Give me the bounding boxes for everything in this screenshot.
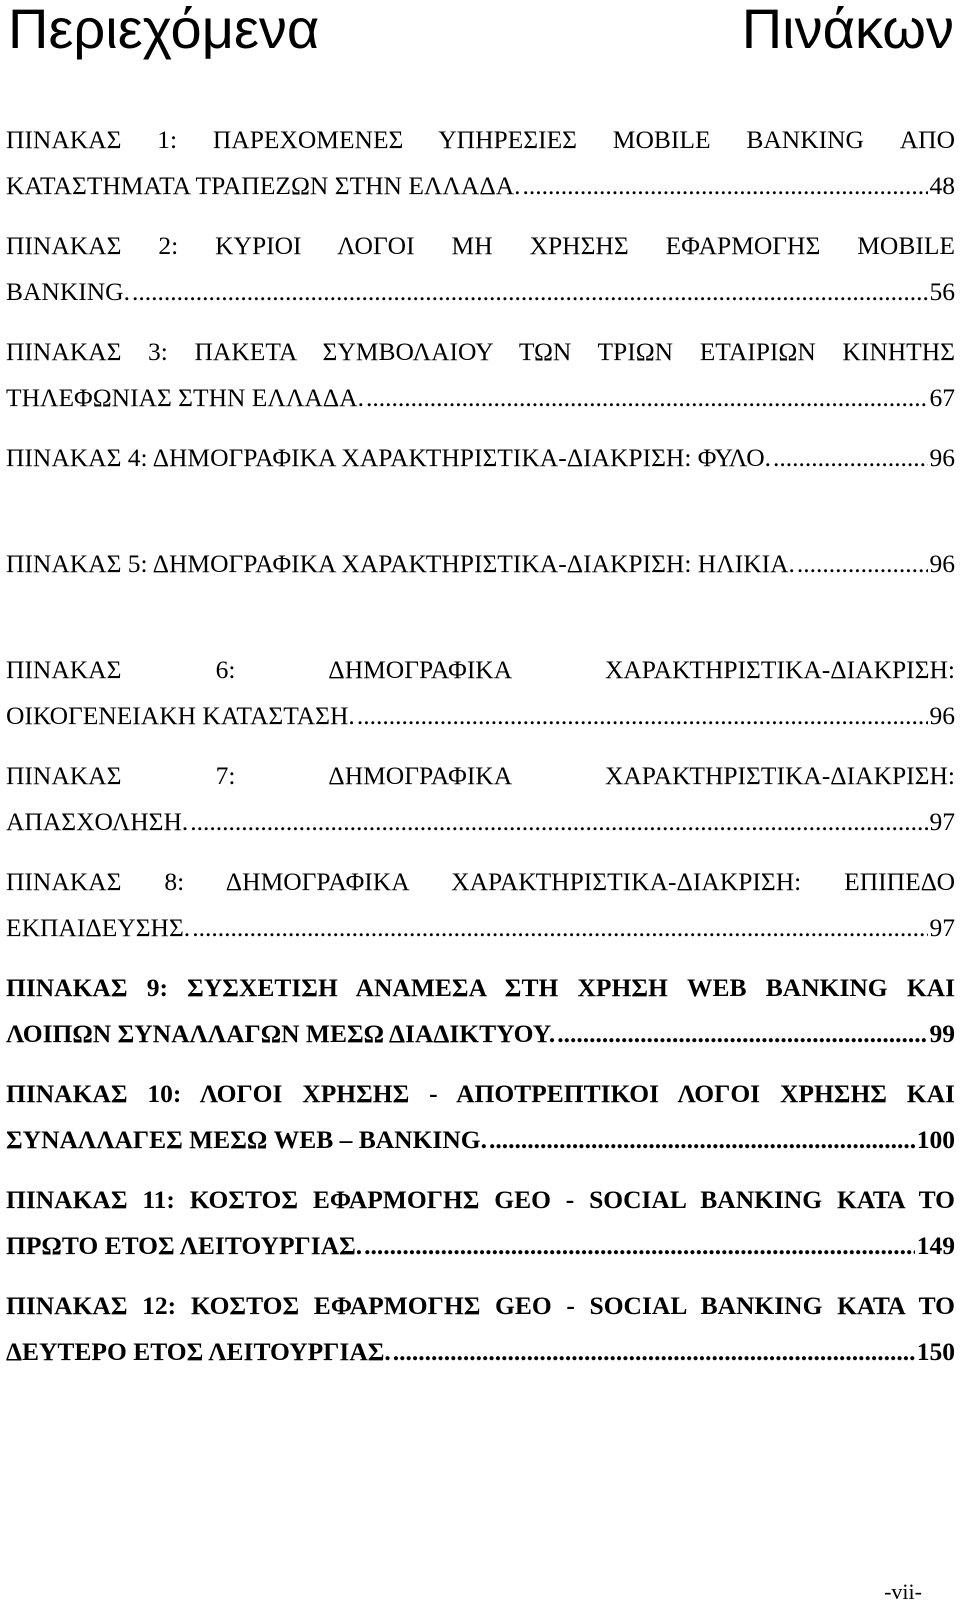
toc-entry-leader-line (6, 163, 955, 209)
toc-entry-leader-line (6, 435, 955, 481)
toc-entry[interactable] (6, 435, 955, 481)
toc-entry[interactable] (6, 1283, 955, 1375)
toc-entry-leader-line (6, 1223, 955, 1269)
page-title-right: Πινάκων (741, 0, 954, 60)
toc-entry-title-end: ΠΙΝΑΚΑΣ 4: ΔΗΜΟΓΡΑΦΙΚΑ ΧΑΡΑΚΤΗΡΙΣΤΙΚΑ-ΔΙΑΚΡΙΣΗ: ΦΥΛΟ. (6, 443, 771, 472)
dot-leader (192, 905, 927, 951)
toc-entry-leader-line (6, 541, 955, 587)
toc-entry-title-end: ΠΡΩΤΟ ΕΤΟΣ ΛΕΙΤΟΥΡΓΙΑΣ. (6, 1231, 363, 1260)
toc-entry-title-line: ΠΙΝΑΚΑΣ 3: ΠΑΚΕΤΑ ΣΥΜΒΟΛΑΙΟΥ ΤΩΝ ΤΡΙΩΝ ΕΤΑΙΡΙΩΝ ΚΙΝΗΤΗΣ (6, 337, 955, 366)
toc-entry-title-line: ΠΙΝΑΚΑΣ 1: ΠΑΡΕΧΟΜΕΝΕΣ ΥΠΗΡΕΣΙΕΣ MOBILE BANKING ΑΠΟ (6, 125, 955, 154)
toc-entry-title-end: ΤΗΛΕΦΩΝΙΑΣ ΣΤΗΝ ΕΛΛΑΔΑ. (6, 383, 364, 412)
toc-entry[interactable] (6, 541, 955, 587)
toc-entry-page-number: 97 (929, 913, 955, 942)
toc-entry-title-end: ΣΥΝΑΛΛΑΓΕΣ ΜΕΣΩ WEB – BANKING. (6, 1125, 487, 1154)
toc-entry-leader-line (6, 269, 955, 315)
toc-entry[interactable] (6, 965, 955, 1057)
toc-entry-title-line: ΠΙΝΑΚΑΣ 8: ΔΗΜΟΓΡΑΦΙΚΑ ΧΑΡΑΚΤΗΡΙΣΤΙΚΑ-ΔΙΑΚΡΙΣΗ: ΕΠΙΠΕΔΟ (6, 867, 955, 896)
toc-entry[interactable] (6, 647, 955, 739)
toc-entry-title-line: ΠΙΝΑΚΑΣ 7: ΔΗΜΟΓΡΑΦΙΚΑ ΧΑΡΑΚΤΗΡΙΣΤΙΚΑ-ΔΙΑΚΡΙΣΗ: (6, 761, 955, 790)
toc-entry[interactable] (6, 1177, 955, 1269)
toc-entry-page-number: 96 (929, 549, 955, 578)
toc-entry-page-number: 149 (916, 1231, 955, 1260)
dot-leader (190, 799, 927, 845)
toc-entry[interactable] (6, 117, 955, 209)
table-of-tables-list (6, 117, 955, 1389)
dot-leader (523, 163, 928, 209)
toc-entry-leader-line (6, 693, 955, 739)
toc-entry-title-line: ΠΙΝΑΚΑΣ 6: ΔΗΜΟΓΡΑΦΙΚΑ ΧΑΡΑΚΤΗΡΙΣΤΙΚΑ-ΔΙΑΚΡΙΣΗ: (6, 655, 955, 684)
toc-entry-title-line: ΠΙΝΑΚΑΣ 2: ΚΥΡΙΟΙ ΛΟΓΟΙ ΜΗ ΧΡΗΣΗΣ ΕΦΑΡΜΟΓΗΣ MOBILE (6, 231, 955, 260)
toc-entry[interactable] (6, 859, 955, 951)
toc-entry-page-number: 96 (929, 701, 955, 730)
toc-entry-page-number: 48 (929, 171, 955, 200)
toc-entry-page-number: 150 (916, 1337, 955, 1366)
dot-leader (557, 1011, 927, 1057)
dot-leader (797, 541, 928, 587)
toc-entry-page-number: 67 (929, 383, 955, 412)
toc-entry[interactable] (6, 223, 955, 315)
toc-entry-title-line: ΠΙΝΑΚΑΣ 10: ΛΟΓΟΙ ΧΡΗΣΗΣ - ΑΠΟΤΡΕΠΤΙΚΟΙ ΛΟΓΟΙ ΧΡΗΣΗΣ ΚΑΙ (6, 1079, 955, 1108)
toc-entry-title-end: ΔΕΥΤΕΡΟ ΕΤΟΣ ΛΕΙΤΟΥΡΓΙΑΣ. (6, 1337, 391, 1366)
toc-entry-title-line: ΠΙΝΑΚΑΣ 9: ΣΥΣΧΕΤΙΣΗ ΑΝΑΜΕΣΑ ΣΤΗ ΧΡΗΣΗ WEB BANKING ΚΑΙ (6, 973, 955, 1002)
toc-entry-title-end: ΠΙΝΑΚΑΣ 5: ΔΗΜΟΓΡΑΦΙΚΑ ΧΑΡΑΚΤΗΡΙΣΤΙΚΑ-ΔΙΑΚΡΙΣΗ: ΗΛΙΚΙΑ. (6, 549, 795, 578)
toc-entry-title-end: ΕΚΠΑΙΔΕΥΣΗΣ. (6, 913, 191, 942)
toc-entry[interactable] (6, 329, 955, 421)
toc-entry-title-line: ΠΙΝΑΚΑΣ 11: ΚΟΣΤΟΣ ΕΦΑΡΜΟΓΗΣ GEO - SOCIAL BANKING ΚΑΤΑ ΤΟ (6, 1185, 955, 1214)
toc-entry-leader-line (6, 799, 955, 845)
dot-leader (132, 269, 928, 315)
dot-leader (364, 1223, 915, 1269)
toc-entry-leader-line (6, 1117, 955, 1163)
toc-entry-title-end: BANKING. (6, 277, 130, 306)
dot-leader (773, 435, 928, 481)
dot-leader (489, 1117, 915, 1163)
toc-entry[interactable] (6, 753, 955, 845)
toc-entry-page-number: 96 (929, 443, 955, 472)
toc-entry-leader-line (6, 1011, 955, 1057)
toc-entry-page-number: 97 (929, 807, 955, 836)
toc-entry-page-number: 100 (916, 1125, 955, 1154)
toc-entry-leader-line (6, 905, 955, 951)
page-number: -vii- (884, 1579, 922, 1604)
toc-entry-title-end: ΟΙΚΟΓΕΝΕΙΑΚΗ ΚΑΤΑΣΤΑΣΗ. (6, 701, 355, 730)
toc-entry-title-end: ΚΑΤΑΣΤΗΜΑΤΑ ΤΡΑΠΕΖΩΝ ΣΤΗΝ ΕΛΛΑΔΑ. (6, 171, 521, 200)
toc-entry-title-end: ΑΠΑΣΧΟΛΗΣΗ. (6, 807, 189, 836)
toc-entry-leader-line (6, 1329, 955, 1375)
page-title (8, 0, 954, 64)
toc-entry-page-number: 56 (929, 277, 955, 306)
toc-entry-title-line: ΠΙΝΑΚΑΣ 12: ΚΟΣΤΟΣ ΕΦΑΡΜΟΓΗΣ GEO - SOCIAL BANKING ΚΑΤΑ ΤΟ (6, 1291, 955, 1320)
page-title-left: Περιεχόμενα (8, 0, 320, 60)
toc-entry[interactable] (6, 1071, 955, 1163)
toc-entry-title-end: ΛΟΙΠΩΝ ΣΥΝΑΛΛΑΓΩΝ ΜΕΣΩ ΔΙΑΔΙΚΤΥΟΥ. (6, 1019, 556, 1048)
dot-leader (366, 375, 928, 421)
dot-leader (393, 1329, 915, 1375)
dot-leader (357, 693, 928, 739)
toc-entry-page-number: 99 (929, 1019, 955, 1048)
toc-entry-leader-line (6, 375, 955, 421)
